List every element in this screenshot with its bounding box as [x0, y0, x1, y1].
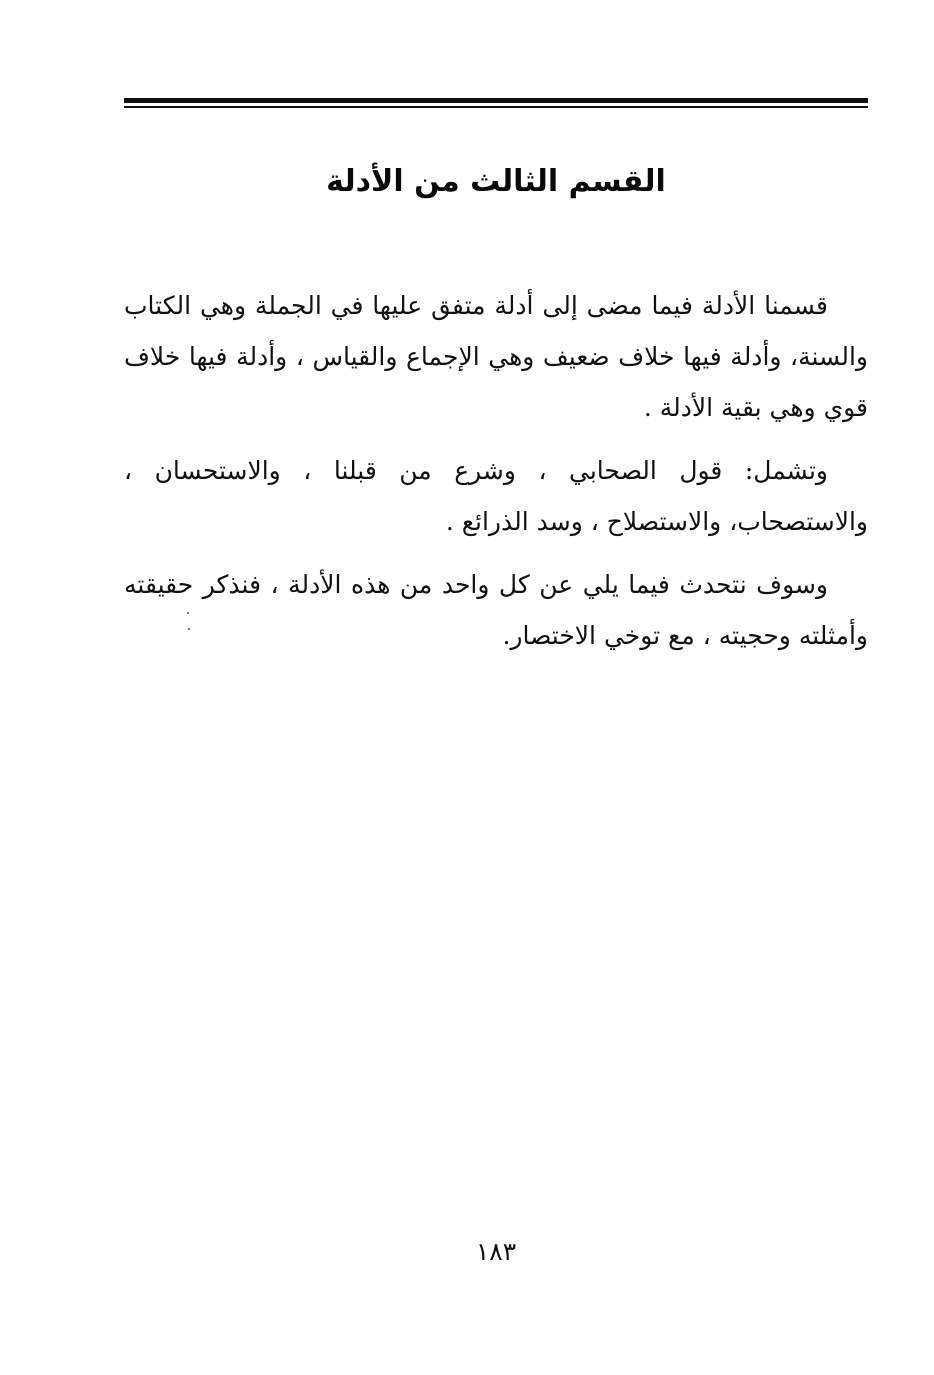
- header-rule-thin: [124, 106, 868, 108]
- paragraph-1: قسمنا الأدلة فيما مضى إلى أدلة متفق عليها في الجملة وهي الكتاب والسنة، وأدلة فيها خلاف ضعيف وهي الإجماع والقياس ، وأدلة فيها خلاف قوي وهي بقية الأدلة .: [124, 291, 868, 422]
- paragraph-2: وتشمل: قول الصحابي ، وشرع من قبلنا ، والاستحسان ، والاستصحاب، والاستصلاح ، وسد الذرائع .: [124, 456, 868, 536]
- header-rule-thick: [124, 98, 868, 103]
- page-number: ١٨٣: [475, 1237, 517, 1266]
- body-text: [124, 280, 868, 673]
- section-heading: القسم الثالث من الأدلة: [326, 164, 666, 199]
- paragraph-3: وسوف نتحدث فيما يلي عن كل واحد من هذه الأدلة ، فنذكر حقيقته وأمثلته وحجيته ، مع توخي الاختصار.: [124, 570, 868, 650]
- scan-speck: [188, 628, 190, 630]
- scan-speck: [187, 612, 189, 614]
